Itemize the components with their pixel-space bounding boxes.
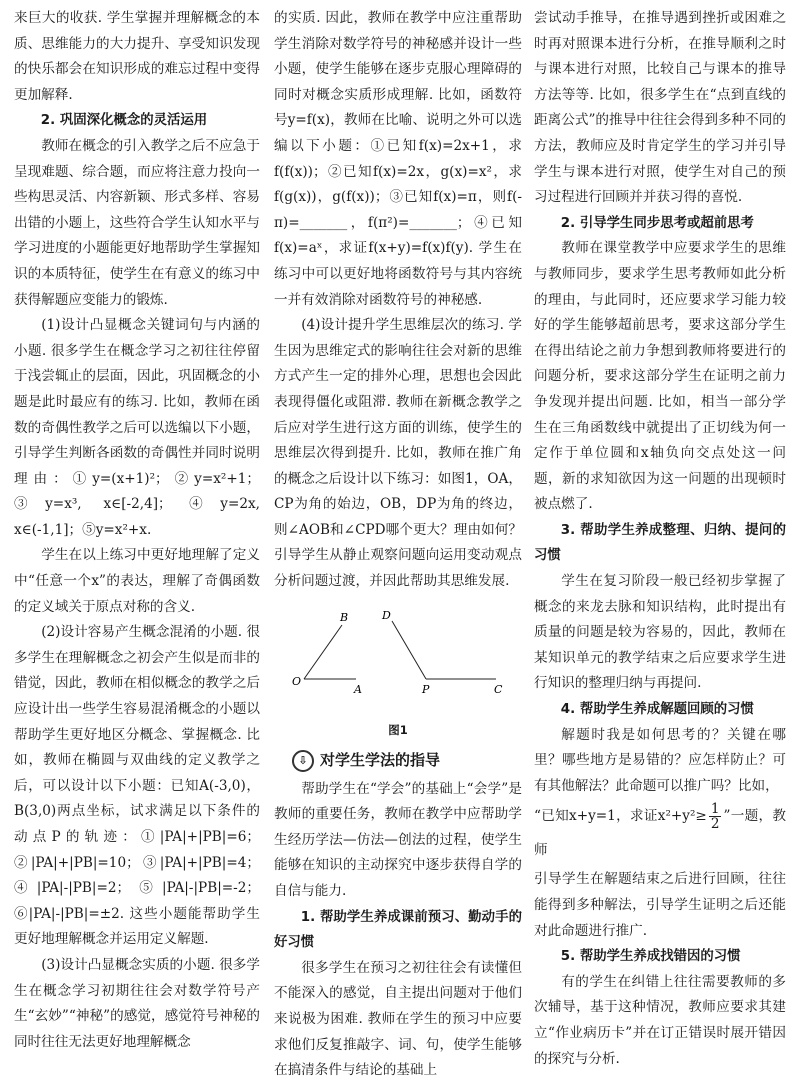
subheading: 2. 巩固深化概念的灵活运用 bbox=[40, 113, 208, 129]
paragraph: 引导学生在解题结束之后进行回顾，往往能得到多种解法，引导学生证明之后还能对此命题进行推广. bbox=[534, 871, 786, 939]
subheading: 3. 帮助学生养成整理、归纳、提问的习惯 bbox=[534, 522, 786, 564]
angle-diagram bbox=[274, 601, 522, 711]
paragraph: (2)设计容易产生概念混淆的小题. 很多学生在理解概念之初会产生似是而非的错觉，因此，教师在相似概念的教学之后应设计出一些学生容易混淆概念的小题以帮助学生更好地区分概念、掌握概念. 比如，教师在椭圆与双曲线的定义教学之后，可以设计以下小题：已知A(-3,0)，B(3,0)两点坐标，试求满足以下条件的动点P的轨迹：①|PA|+|PB|=6；②|PA|+|PB|=10；③|PA|+|PB|=4；④|PA|-|PB|=2；⑤|PA|-|PB|=-2；⑥|PA|-|PB|=±2. 这些小题能帮助学生更好地理解概念并运用定义解题. bbox=[14, 624, 260, 948]
paragraph: 学生在复习阶段一般已经初步掌握了概念的来龙去脉和知识结构，此时提出有质量的问题是较为容易的，因此，教师在某知识单元的教学结束之后应要求学生进行知识的整理归纳与再提问. bbox=[534, 573, 786, 692]
paragraph: (4)设计提升学生思维层次的练习. 学生因为思维定式的影响往往会对新的思维方式产生一定的排外心理，思想也会因此表现得僵化或阻滞. 教师在新概念教学之后应对学生进行这方面的训练，使学生的思维层次得到提升. 比如，教师在推广角的概念之后设计以下练习：如图1，OA，CP为角的始边，OB，DP为角的终边，则∠AOB和∠CPD哪个更大？理由如何？引导学生从静止观察问题向运用变动观点分析问题过渡，并因此帮助其思维发展. bbox=[274, 317, 522, 590]
figure-caption: 图1 bbox=[388, 722, 408, 737]
column-1 bbox=[14, 6, 260, 1055]
label-P: P bbox=[422, 682, 430, 696]
fraction-numerator: 1 bbox=[710, 801, 720, 818]
paragraph: 的实质. 因此，教师在教学中应注重帮助学生消除对数学符号的神秘感并设计一些小题，使学生能够在逐步克服心理障碍的同时对概念实质形成理解. 比如，函数符号y=f(x)，教师在比喻、说明之外可以选编以下小题：①已知f(x)=2x+1，求f(f(x))；②已知f(x)=2x，g(x)=x²，求f(g(x))，g(f(x))；③已知f(x)=π，则f(-π)=_______，f(π²)=_______；④已知f(x)=aˣ，求证f(x+y)=f(x)f(y). 学生在练习中可以更好地将函数符号与其内容统一并有效消除对函数符号的神秘感. bbox=[274, 10, 522, 308]
label-B: B bbox=[340, 610, 349, 624]
paragraph: 帮助学生在“学会”的基础上“会学”是教师的重要任务，教师在教学中应帮助学生经历学法—仿法—创法的过程，使学生能够在知识的主动探究中逐步获得自学的自信与能力. bbox=[274, 780, 522, 900]
paragraph: (3)设计凸显概念实质的小题. 很多学生在概念学习初期往往会对数学符号产生“玄妙”“神秘”的感觉，感觉符号神秘的同时往往无法更好地理解概念 bbox=[14, 956, 260, 1050]
arrow-down-icon: ⇩ bbox=[292, 750, 314, 772]
formula-text-end: ”一题，教师 bbox=[534, 808, 787, 859]
paragraph: 教师在课堂教学中应要求学生的思维与教师同步，要求学生思考教师如此分析的理由，与此同时，还应要求学习能力较好的学生能够超前思考，要求这部分学生在得出结论之前力争想到教师将要进行的问题分析，要求这部分学生在证明之前力争发现并提出问题. 比如，相当一部分学生在三角函数线中就提出了正切线为何一定作于单位圆和x轴负向交点处这一问题，新的求知欲因为这一问题的出现顿时被点燃了. bbox=[534, 240, 786, 513]
paragraph: 尝试动手推导，在推导遇到挫折或困难之时再对照课本进行分析，在推导顺利之时与课本进行对照，比较自己与课本的推导方法等等. 比如，很多学生在“点到直线的距离公式”的推导中往往会得到多种不同的方法，教师应及时肯定学生的学习并引导学生与课本进行对照，使学生对自己的预习过程进行回顾并并获习得的喜悦. bbox=[534, 10, 786, 206]
subheading: 5. 帮助学生养成找错因的习惯 bbox=[560, 949, 741, 965]
label-D: D bbox=[382, 608, 391, 622]
paragraph: 来巨大的收获. 学生掌握并理解概念的本质、思维能力的大力提升、享受知识发现的快乐都会在知识形成的难忘过程中变得更加解释. bbox=[14, 10, 260, 103]
section-heading bbox=[274, 747, 522, 775]
paragraph: (1)设计凸显概念关键词句与内涵的小题. 很多学生在概念学习之初往往停留于浅尝辄止的层面，因此，巩固概念的小题是此时最应有的练习. 比如，教师在函数的奇偶性教学之后可以选编以下小题，引导学生判断各函数的奇偶性并同时说明理由：①y=(x+1)²；②y=x²+1；③y=x³, x∈[-2,4]；④y=2x, x∈(-1,1]；⑤y=x²+x. bbox=[14, 317, 260, 538]
formula-text: “已知x+y=1，求证x²+y²≥ bbox=[534, 808, 707, 825]
subheading: 4. 帮助学生养成解题回顾的习惯 bbox=[560, 702, 754, 718]
paragraph: 教师在概念的引入教学之后不应急于呈现难题、综合题，而应将注意力投向一些构思灵活、内容新颖、形式多样、容易出错的小题上，这些符合学生认知水平与学习进度的小题能更好地帮助学生掌握知识的本质特征，使学生在有意义的练习中获得解题应变能力的锻炼. bbox=[14, 137, 260, 308]
fraction-denominator: 2 bbox=[710, 816, 720, 833]
column-2 bbox=[274, 6, 522, 1084]
formula-line bbox=[534, 799, 786, 867]
label-C: C bbox=[494, 682, 503, 696]
paragraph: 学生在以上练习中更好地理解了定义中“任意一个x”的表达，理解了奇偶函数的定义域关于原点对称的含义. bbox=[14, 547, 260, 615]
fraction bbox=[709, 802, 722, 831]
figure-1 bbox=[274, 601, 522, 721]
paragraph: 解题时我是如何思考的？关键在哪里？哪些地方是易错的？应怎样防止？可有其他解法？此命题可以推广吗？比如， bbox=[534, 726, 786, 794]
section-title: 对学生学法的指导 bbox=[320, 750, 441, 769]
subheading: 2. 引导学生同步思考或超前思考 bbox=[560, 215, 754, 231]
subheading: 1. 帮助学生养成课前预习、勤动手的好习惯 bbox=[274, 909, 522, 951]
paragraph: 很多学生在预习之初往往会有读懂但不能深入的感觉，自主提出问题对于他们来说极为困难. 教师在学生的预习中应要求他们反复推敲字、词、句，使学生能够在搞清条件与结论的基础上 bbox=[274, 959, 522, 1079]
label-O: O bbox=[292, 674, 302, 688]
label-A: A bbox=[354, 682, 362, 696]
paragraph: 有的学生在纠错上往往需要教师的多次辅导，基于这种情况，教师应要求其建立“作业病历卡”并在订正错误时展开错因的探究与分析. bbox=[534, 973, 786, 1067]
column-3 bbox=[534, 6, 786, 1072]
